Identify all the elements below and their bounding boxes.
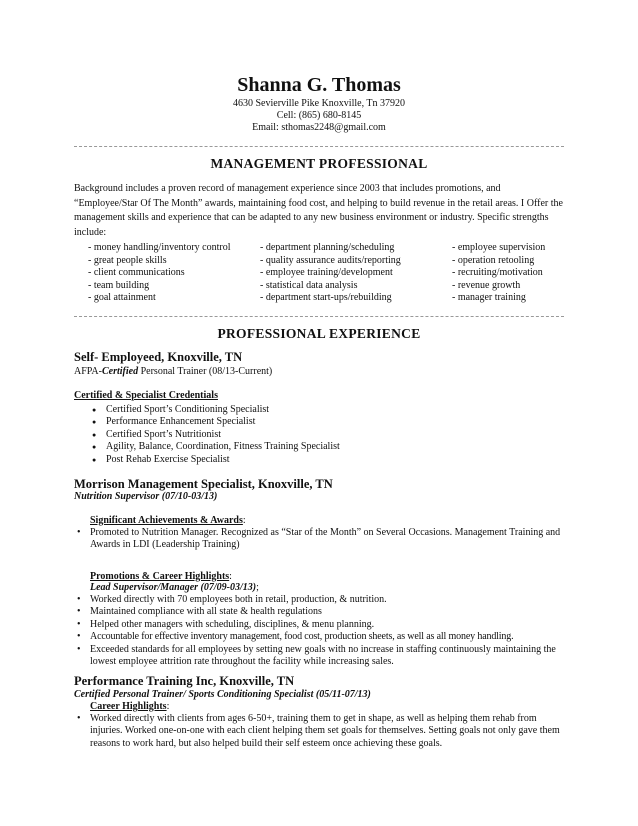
skill-item: - revenue growth <box>452 279 521 291</box>
experience-heading: PROFESSIONAL EXPERIENCE <box>217 326 421 341</box>
credentials-heading: Certified & Specialist Credentials <box>74 390 218 401</box>
role-prefix: AFPA- <box>74 366 102 377</box>
list-item: ● Agility, Balance, Coordination, Fitness Training Specialist <box>92 441 340 453</box>
skill-item: - employee supervision <box>452 242 546 253</box>
list-item: • Helped other managers with scheduling, disciplines, & menu planning. <box>76 619 568 631</box>
highlights-list <box>76 594 568 668</box>
career-heading: Career Highlights <box>90 701 167 712</box>
skill-item: - recruiting/motivation <box>452 267 543 279</box>
divider <box>74 146 564 147</box>
summary-heading: MANAGEMENT PROFESSIONAL <box>210 156 428 171</box>
candidate-name: Shanna G. Thomas <box>237 74 401 96</box>
list-item: • Exceeded standards for all employees by setting new goals with no increase in staffing continuously maintaining the lowest employee attrition rate throughout the facility while increasing sales. <box>76 644 568 669</box>
heading-colon: : <box>242 515 246 526</box>
job-role: Certified Personal Trainer/ Sports Conditioning Specialist (05/11-07/13) <box>74 689 371 700</box>
list-item: • Worked directly with 70 employees both in retail, production, & nutrition. <box>76 594 568 606</box>
list-item: ● Performance Enhancement Specialist <box>92 416 340 428</box>
cell-phone: Cell: (865) 680-8145 <box>276 110 362 121</box>
skill-item: - money handling/inventory control <box>88 242 231 253</box>
heading-colon: : <box>166 701 170 712</box>
credentials-list <box>92 404 340 466</box>
skills-column-2 <box>260 242 401 305</box>
skill-item: - operation retooling <box>452 254 535 266</box>
promotions-heading-line <box>90 571 232 582</box>
career-highlights-list <box>76 713 566 750</box>
skill-item: - client communications <box>88 267 185 279</box>
achievements-list <box>76 527 566 552</box>
heading-colon: : <box>229 571 232 582</box>
promotions-heading: Promotions & Career Highlights <box>90 571 230 582</box>
promotion-role: Lead Supervisor/Manager (07/09-03/13) <box>90 582 257 593</box>
list-item: ● Post Rehab Exercise Specialist <box>92 454 340 466</box>
achievements-heading-line <box>90 515 246 526</box>
skill-item: - goal attainment <box>88 292 156 304</box>
skills-column-1 <box>88 242 230 305</box>
career-heading-line <box>90 701 169 712</box>
list-item: • Promoted to Nutrition Manager. Recognized as “Star of the Month” on Several Occasions. Management Training and Awards in LDI (Leadership Training) <box>76 527 566 552</box>
skill-item: - team building <box>88 279 150 291</box>
promotion-role-line <box>90 582 259 593</box>
job-company: Performance Training Inc, Knoxville, TN <box>74 674 295 688</box>
skill-item: - employee training/development <box>260 267 393 279</box>
list-item: • Accountable for effective inventory management, food cost, production sheets, as well as all money handling. <box>76 631 568 643</box>
job-role: Nutrition Supervisor (07/10-03/13) <box>74 491 218 502</box>
job-role <box>74 366 272 377</box>
role-semicolon: ; <box>256 582 259 593</box>
job-company: Self- Employeed, Knoxville, TN <box>74 350 243 364</box>
skill-item: - department start-ups/rebuilding <box>260 292 392 304</box>
list-item: • Worked directly with clients from ages 6-50+, training them to get in shape, as well as helping them rehab from injuries. Worked one-on-one with each client helping them set goals for themselves. Setting goals not only gave them reasons to work hard, but also helped build their self esteem once achieving these goals. <box>76 713 566 750</box>
list-item: ● Certified Sport’s Nutritionist <box>92 429 340 441</box>
email: Email: sthomas2248@gmail.com <box>252 122 386 133</box>
skill-item: - manager training <box>452 292 526 304</box>
job-company: Morrison Management Specialist, Knoxville, TN <box>74 477 333 491</box>
role-rest: Personal Trainer (08/13-Current) <box>138 366 273 377</box>
divider <box>74 316 564 317</box>
list-item: ● Certified Sport’s Conditioning Specialist <box>92 404 340 416</box>
skill-item: - department planning/scheduling <box>260 242 395 253</box>
skills-column-3 <box>452 242 545 305</box>
summary-text: Background includes a proven record of management experience since 2003 that includes promotions, and “Employee/Star Of The Month” awards, maintaining food cost, and helping to build revenue in the retail areas. I Offer the management skills and experience that can be adapted to any new business environment or industry. Specific strengths include: <box>74 183 563 238</box>
skill-item: - statistical data analysis <box>260 279 358 291</box>
role-emphasis: Certified <box>101 366 139 377</box>
address: 4630 Sevierville Pike Knoxville, Tn 37920 <box>232 98 406 109</box>
skill-item: - great people skills <box>88 254 167 266</box>
achievements-heading: Significant Achievements & Awards <box>90 515 243 526</box>
list-item: • Maintained compliance with all state & health regulations <box>76 606 568 618</box>
skill-item: - quality assurance audits/reporting <box>260 254 401 266</box>
